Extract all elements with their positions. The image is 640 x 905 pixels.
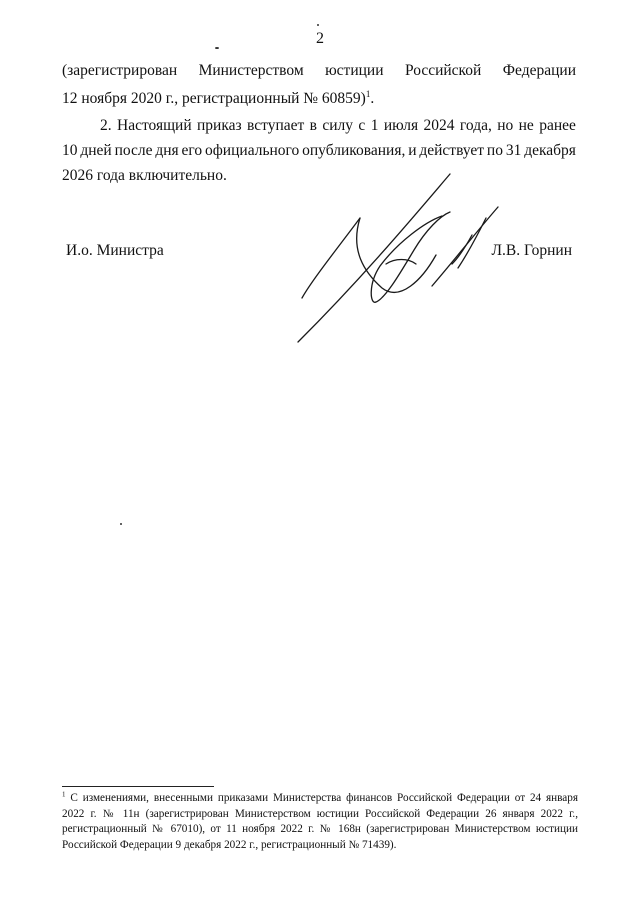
- word: вступает: [247, 117, 305, 134]
- footnote-marker: 1: [62, 790, 66, 799]
- scan-speck: [120, 523, 122, 525]
- word: 1: [370, 117, 379, 134]
- signatory-position: И.о. Министра: [66, 242, 164, 259]
- word: в: [309, 117, 317, 134]
- handwritten-signature: [290, 160, 510, 350]
- footnote-reference: 1: [365, 88, 371, 99]
- registration-text: 12 ноября 2020 г., регистрационный № 60859): [62, 90, 366, 107]
- word: июля: [383, 117, 419, 134]
- word: года,: [459, 117, 492, 134]
- word: 2.: [100, 117, 112, 134]
- word: дня: [155, 142, 179, 159]
- word: 31: [505, 142, 522, 159]
- word: юстиции: [325, 62, 384, 79]
- word: официального: [205, 142, 300, 159]
- word: по: [486, 142, 503, 159]
- word: Настоящий: [117, 117, 192, 134]
- word: действует: [419, 142, 485, 159]
- word: Федерации: [502, 62, 576, 79]
- word: с: [358, 117, 366, 134]
- word: опубликования,: [302, 142, 406, 159]
- paragraph-2-line-1: [100, 117, 576, 135]
- word: Министерством: [198, 62, 304, 79]
- paragraph-1-line-1: [62, 62, 576, 80]
- scan-speck: [317, 24, 319, 26]
- page-number: 2: [316, 30, 324, 47]
- sentence-end: .: [370, 90, 375, 107]
- word: декабря: [524, 142, 576, 159]
- word: не: [518, 117, 534, 134]
- scan-speck: [215, 47, 219, 49]
- word: Российской: [404, 62, 482, 79]
- paragraph-2-line-3: 2026 года включительно.: [62, 167, 227, 184]
- word: дней: [80, 142, 112, 159]
- footnote: [62, 791, 578, 853]
- word: его: [181, 142, 203, 159]
- word: 10: [62, 142, 78, 159]
- word: силу: [322, 117, 354, 134]
- word: ранее: [539, 117, 576, 134]
- footnote-separator: [62, 786, 214, 787]
- footnote-text: С изменениями, внесенными приказами Министерства финансов Российской Федерации от 24 января 2022 г. № 11н (зарегистрирован Министерством юстиции Российской Федерации 26 января 2022 г., регистрационный № 67010), от 11 ноября 2022 г. № 168н (зарегистрирован Министерством юстиции Российской Федерации 9 декабря 2022 г., регистрационный № 71439).: [62, 792, 578, 851]
- signatory-name: Л.В. Горнин: [491, 242, 572, 259]
- word: после: [114, 142, 153, 159]
- word: но: [497, 117, 514, 134]
- word: и: [408, 142, 417, 159]
- word: приказ: [197, 117, 242, 134]
- paragraph-2-line-2: [62, 142, 576, 160]
- word: (зарегистрирован: [62, 62, 178, 79]
- word: 2024: [423, 117, 455, 134]
- paragraph-1-line-2: [62, 90, 576, 108]
